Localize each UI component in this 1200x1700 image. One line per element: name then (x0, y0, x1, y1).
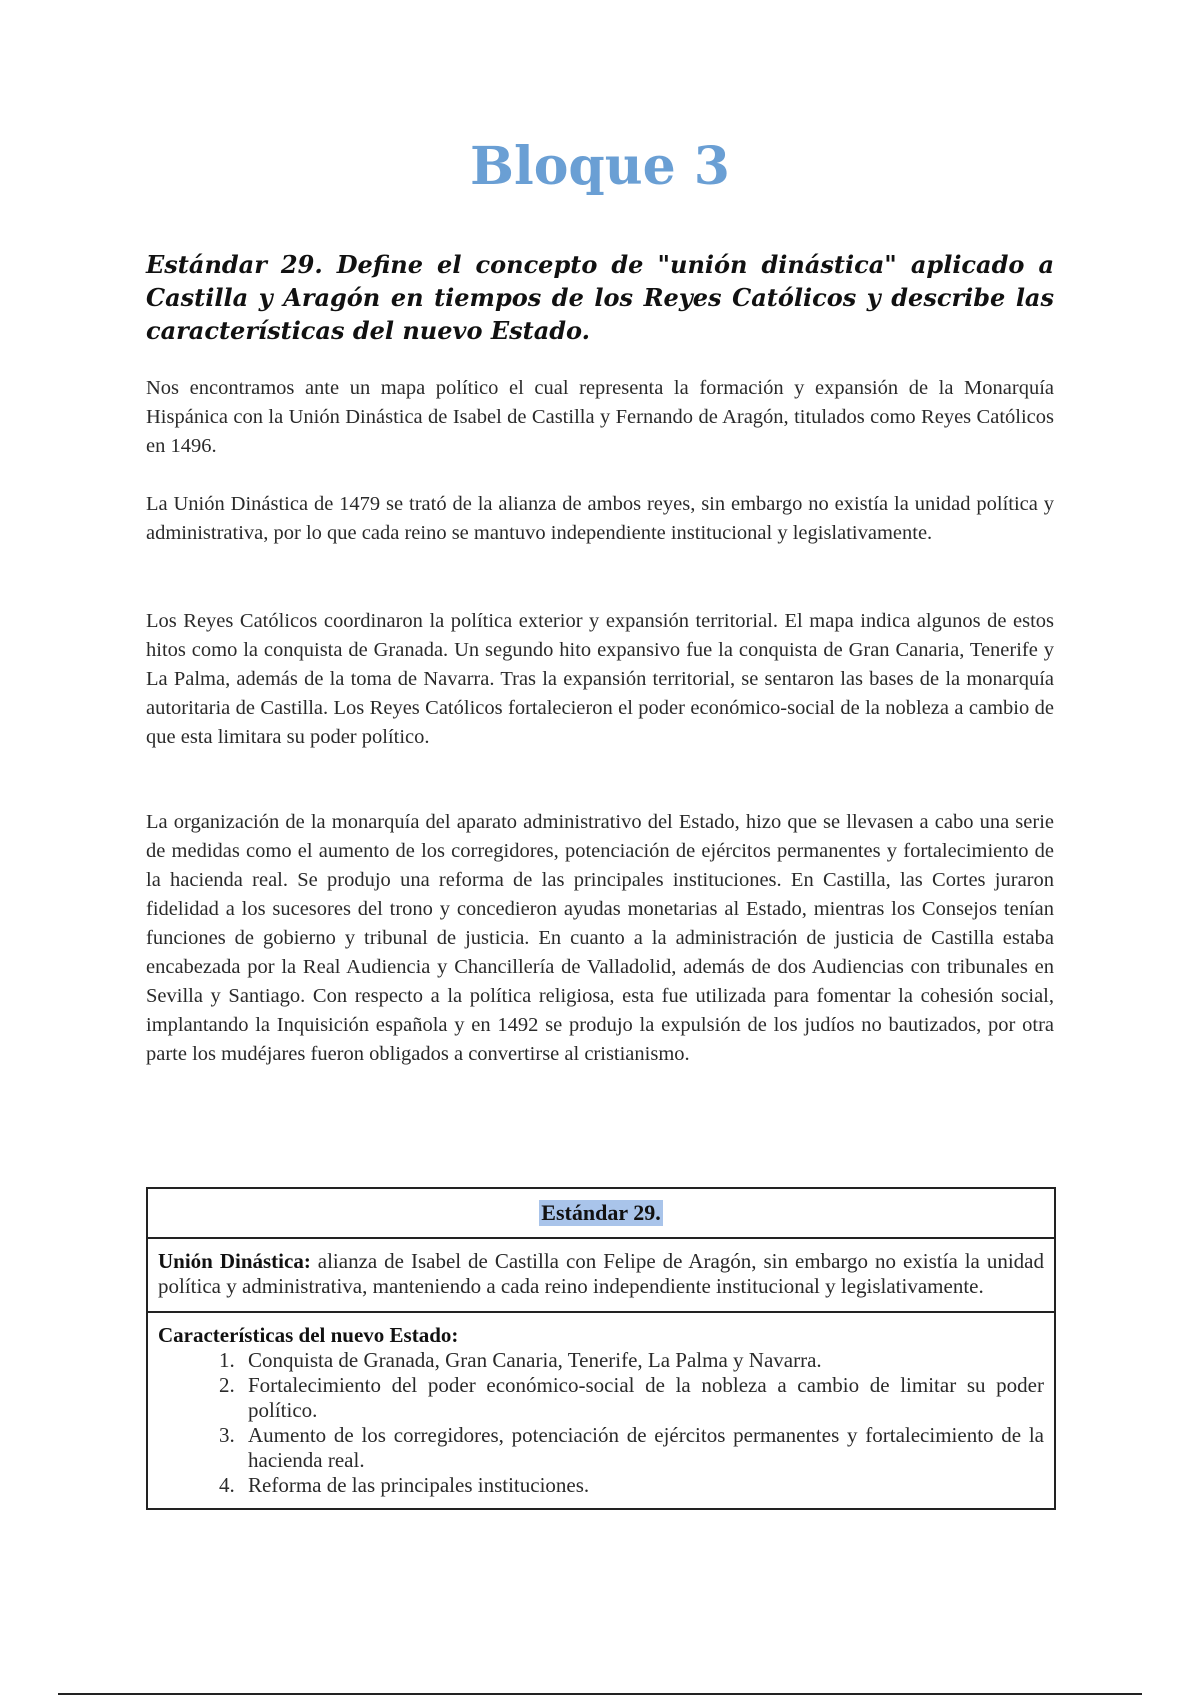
list-item: 1. Conquista de Granada, Gran Canaria, Tenerife, La Palma y Navarra. (240, 1348, 1044, 1373)
definition-text: alianza de Isabel de Castilla con Felipe de Aragón, sin embargo no existía la unidad política y administrativa, manteniendo a cada reino independiente institucional y legislativamente. (158, 1249, 1044, 1298)
summary-table (146, 1187, 1056, 1510)
list-item: 4. Reforma de las principales instituciones. (240, 1473, 1044, 1498)
features-label: Características del nuevo Estado: (158, 1323, 459, 1347)
list-item: 2. Fortalecimiento del poder económico-social de la nobleza a cambio de limitar su poder político. (240, 1373, 1044, 1423)
paragraph-expansion: Los Reyes Católicos coordinaron la política exterior y expansión territorial. El mapa indica algunos de estos hitos como la conquista de Granada. Un segundo hito expansivo fue la conquista de Gran Canaria, Tenerife y La Palma, además de la toma de Navarra. Tras la expansión territorial, se sentaron las bases de la monarquía autoritaria de Castilla. Los Reyes Católicos fortalecieron el poder económico-social de la nobleza a cambio de que esta limitara su poder político. (146, 610, 1054, 748)
definition-label: Unión Dinástica: (158, 1249, 311, 1273)
summary-header (148, 1189, 1054, 1239)
summary-header-label: Estándar 29. (541, 1200, 661, 1225)
paragraph-organization: La organización de la monarquía del aparato administrativo del Estado, hizo que se llevasen a cabo una serie de medidas como el aumento de los corregidores, potenciación de ejércitos permanentes y fortalecimiento de la hacienda real. Se produjo una reforma de las principales instituciones. En Castilla, las Cortes juraron fidelidad a los sucesores del trono y concedieron ayudas monetarias al Estado, mientras los Consejos tenían funciones de gobierno y tribunal de justicia. En cuanto a la administración de justicia de Castilla estaba encabezada por la Real Audiencia y Chancillería de Valladolid, además de dos Audiencias con tribunales en Sevilla y Santiago. Con respecto a la política religiosa, esta fue utilizada para fomentar la cohesión social, implantando la Inquisición española y en 1492 se produjo la expulsión de los judíos no bautizados, por otra parte los mudéjares fueron obligados a convertirse al cristianismo. (146, 811, 1054, 1065)
paragraph-union: La Unión Dinástica de 1479 se trató de la alianza de ambos reyes, sin embargo no existía la unidad política y administrativa, por lo que cada reino se mantuvo independiente institucional y legislativamente. (146, 493, 1054, 544)
paragraph-intro: Nos encontramos ante un mapa político el cual representa la formación y expansión de la Monarquía Hispánica con la Unión Dinástica de Isabel de Castilla y Fernando de Aragón, titulados como Reyes Católicos en 1496. (146, 377, 1054, 457)
summary-definition (148, 1239, 1054, 1313)
page-title: Bloque 3 (470, 136, 730, 197)
bottom-divider (58, 1693, 1142, 1695)
features-list (158, 1348, 1044, 1498)
list-item: 3. Aumento de los corregidores, potenciación de ejércitos permanentes y fortalecimiento de la hacienda real. (240, 1423, 1044, 1473)
standard-heading: Estándar 29. Define el concepto de "unión dinástica" aplicado a Castilla y Aragón en tiempos de los Reyes Católicos y describe las características del nuevo Estado. (146, 250, 1054, 345)
summary-features (148, 1313, 1054, 1508)
